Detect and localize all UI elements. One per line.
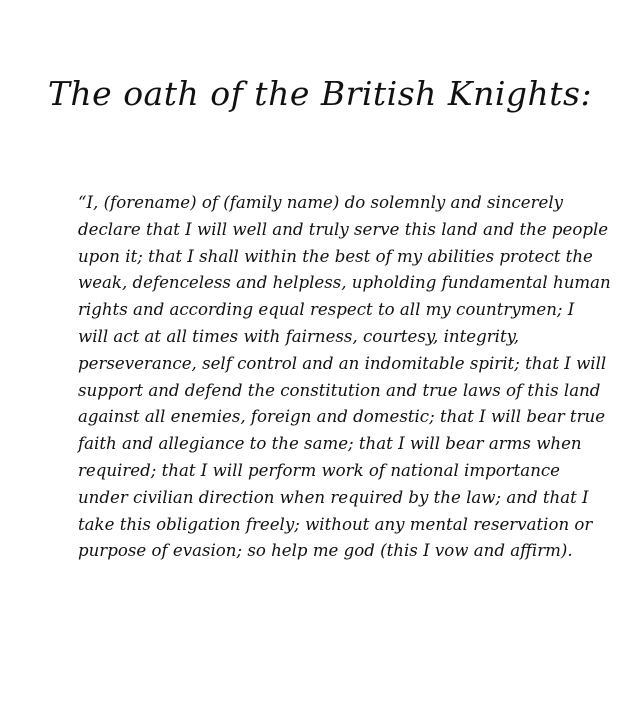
oath-line: required; that I will perform work of national importance: [78, 460, 560, 480]
oath-line: perseverance, self control and an indomitable spirit; that I will: [78, 353, 607, 373]
oath-line: “I, (forename) of (family name) do solemnly and sincerely: [78, 193, 564, 212]
oath-line: weak, defenceless and helpless, upholding fundamental human: [78, 273, 611, 293]
oath-line: faith and allegiance to the same; that I will bear arms when: [78, 434, 582, 454]
oath-line: upon it; that I shall within the best of my abilities protect the: [78, 246, 593, 266]
document-title: The oath of the British Knights:: [47, 74, 593, 113]
oath-line: against all enemies, foreign and domestic; that I will bear true: [78, 407, 606, 427]
oath-line: rights and according equal respect to all my countrymen; I: [78, 300, 575, 320]
oath-line: support and defend the constitution and true laws of this land: [78, 380, 601, 400]
oath-line: purpose of evasion; so help me god (this I vow and affirm).: [78, 541, 573, 561]
oath-line: will act at all times with fairness, courtesy, integrity,: [78, 326, 520, 346]
oath-line: take this obligation freely; without any mental reservation or: [78, 514, 593, 534]
oath-line: declare that I will well and truly serve this land and the people: [78, 219, 609, 239]
oath-text: [78, 190, 611, 565]
oath-line: under civilian direction when required by the law; and that I: [78, 487, 589, 507]
